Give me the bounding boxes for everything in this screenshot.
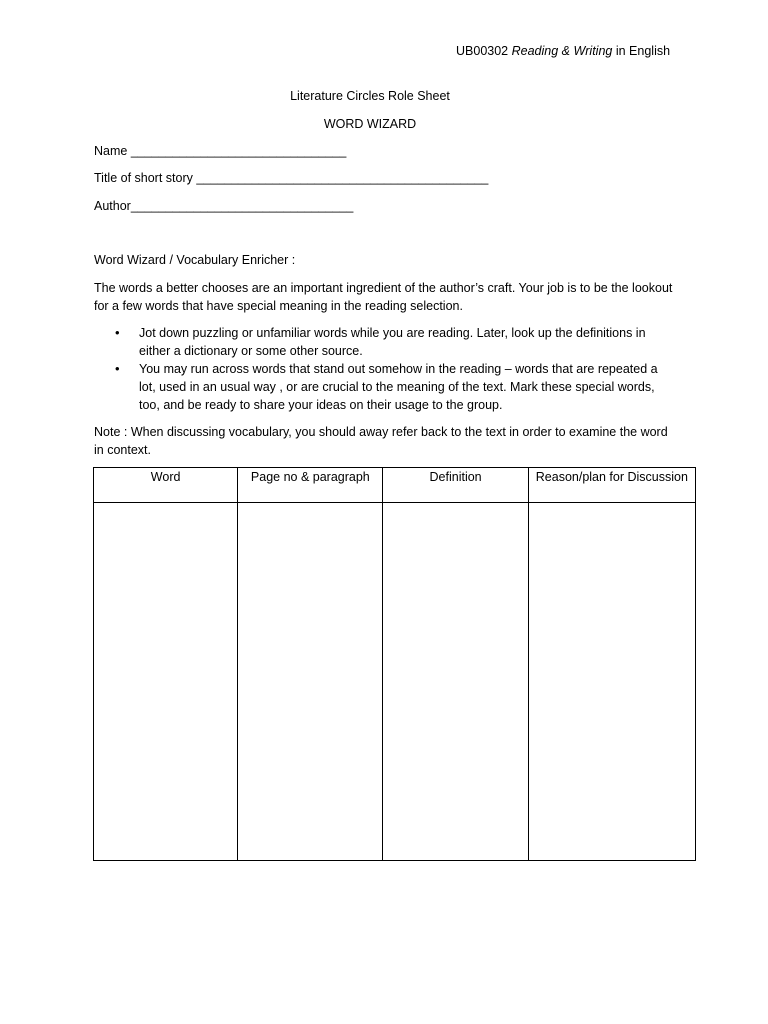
course-title-italic: Reading & Writing [511,44,613,58]
author-field[interactable]: Author________________________________ [94,199,354,213]
table-row [94,503,696,861]
name-field[interactable]: Name _______________________________ [94,144,347,158]
vocabulary-table [93,467,696,861]
reason-cell[interactable] [528,503,695,861]
section-heading: Word Wizard / Vocabulary Enricher : [94,253,296,267]
definition-cell[interactable] [383,503,528,861]
document-title: Literature Circles Role Sheet [290,89,450,103]
document-subtitle: WORD WIZARD [323,117,417,131]
column-header-word: Word [94,468,238,503]
course-header [456,44,670,58]
page-cell[interactable] [238,503,383,861]
course-code: UB00302 [456,44,509,58]
course-title-tail: in English [615,44,671,58]
note-paragraph: Note : When discussing vocabulary, you should away refer back to the text in order to examine the word in context. [94,425,668,457]
column-header-definition: Definition [383,468,528,503]
list-item-text: Jot down puzzling or unfamiliar words while you are reading. Later, look up the definitions in either a dictionary or some other source. [139,326,646,358]
story-title-field[interactable]: Title of short story __________________________________________ [94,171,489,185]
list-item [94,360,676,414]
list-item-text: You may run across words that stand out somehow in the reading – words that are repeated a lot, used in an usual way , or are crucial to the meaning of the text. Mark these special words, too, and be ready to share your ideas on their usage to the group. [139,362,658,412]
bullet-icon: • [115,325,120,340]
word-cell[interactable] [94,503,238,861]
column-header-reason: Reason/plan for Discussion [528,468,695,503]
list-item [94,324,676,360]
bullet-icon: • [115,361,120,376]
instruction-list [94,324,676,414]
intro-paragraph: The words a better chooses are an important ingredient of the author’s craft. Your job is to be the lookout for a few words that have special meaning in the reading selection. [94,281,673,313]
table-header-row [94,468,696,503]
column-header-page: Page no & paragraph [238,468,383,503]
